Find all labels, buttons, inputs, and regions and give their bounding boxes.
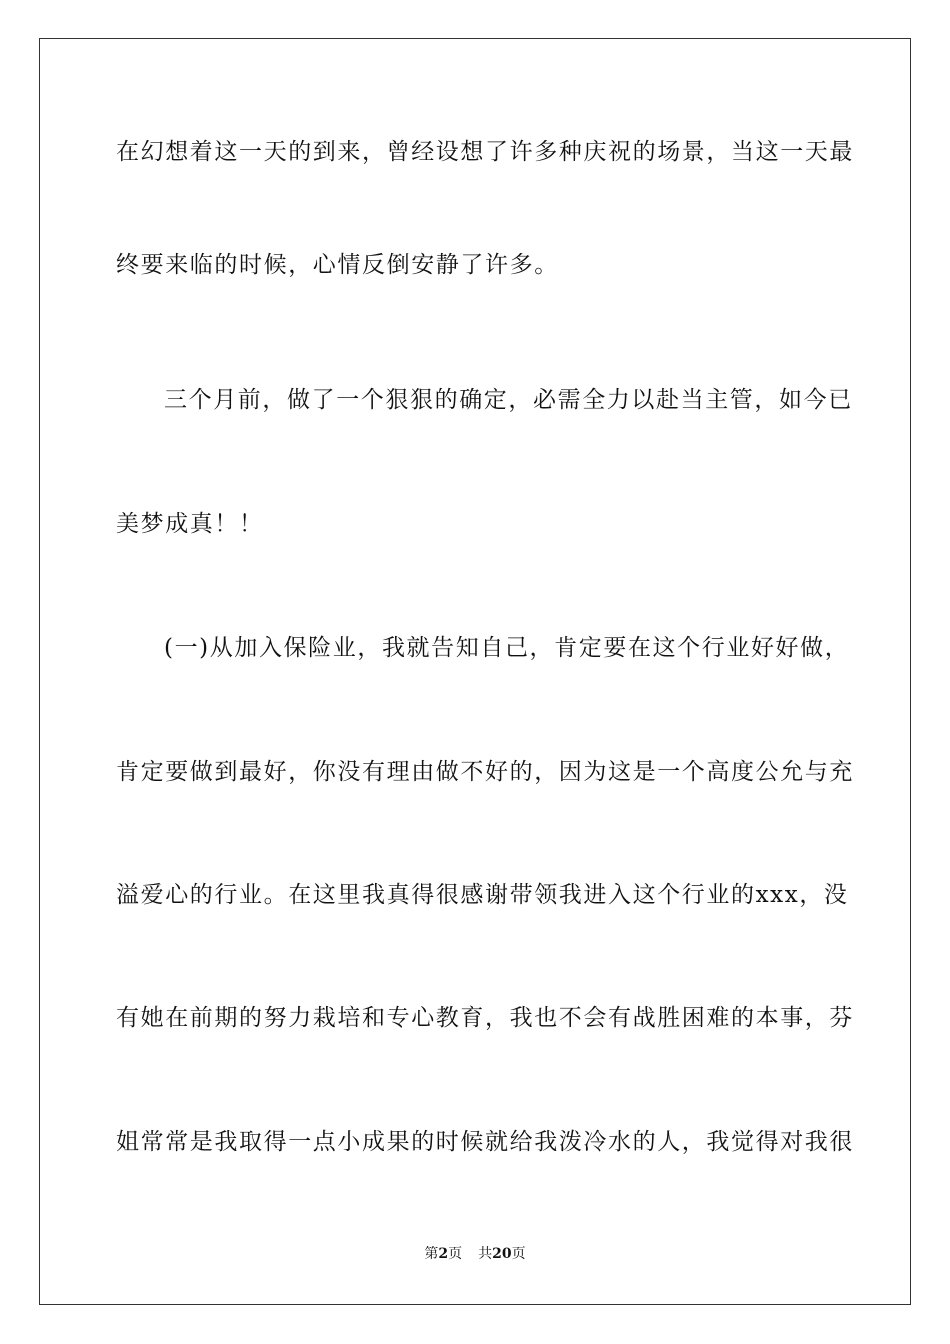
text-line-5: (一)从加入保险业，我就告知自己，肯定要在这个行业好好做， [164,635,850,661]
text-line-7: 溢爱心的行业。在这里我真得很感谢带领我进入这个行业的xxx，没 [116,882,849,908]
page-prefix: 第 [424,1246,439,1262]
page-suffix: 页 [448,1246,463,1262]
total-pages: 20 [492,1246,512,1262]
page-footer [0,1243,950,1263]
text-line-1: 在幻想着这一天的到来，曾经设想了许多种庆祝的场景，当这一天最 [116,139,854,165]
total-suffix: 页 [511,1246,526,1262]
page-border [39,38,911,1305]
total-indicator [478,1246,525,1262]
text-line-4: 美梦成真！！ [116,511,264,537]
text-line-2: 终要来临的时候，心情反倒安静了许多。 [116,252,559,278]
page-number: 2 [438,1246,449,1262]
text-line-8: 有她在前期的努力栽培和专心教育，我也不会有战胜困难的本事，芬 [116,1005,854,1031]
text-line-6: 肯定要做到最好，你没有理由做不好的，因为这是一个高度公允与充 [116,759,854,785]
page-indicator [424,1246,462,1262]
text-line-9: 姐常常是我取得一点小成果的时候就给我泼冷水的人，我觉得对我很 [116,1129,854,1155]
text-line-3: 三个月前，做了一个狠狠的确定，必需全力以赴当主管，如今已 [164,387,853,413]
total-prefix: 共 [478,1246,493,1262]
